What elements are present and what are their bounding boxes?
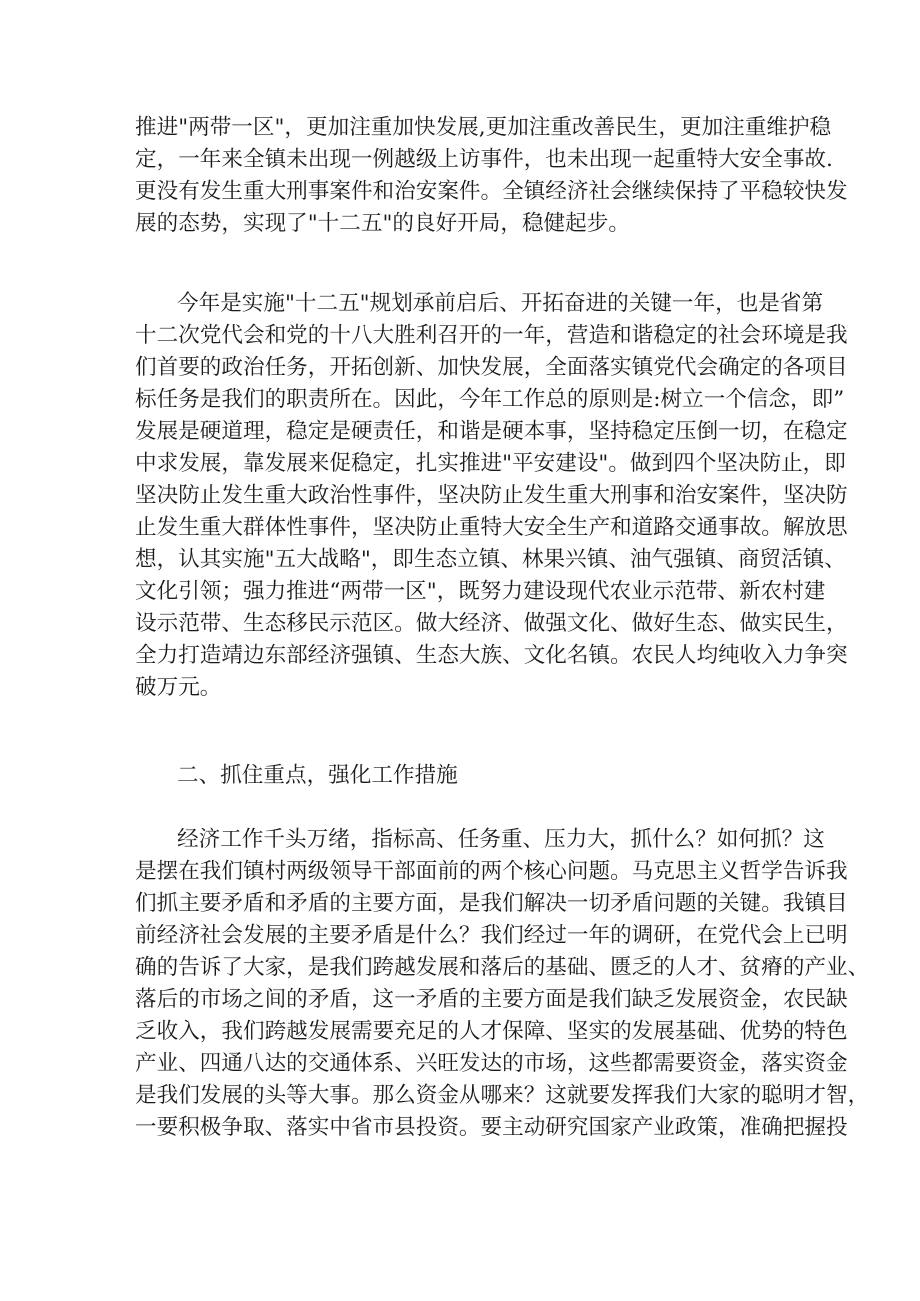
paragraph-2 <box>135 288 848 704</box>
paragraph-line: 中求发展，靠发展来促稳定，扎实推进"平安建设"。做到四个坚决防止，即 <box>135 451 846 476</box>
paragraph-line: 推进"两带一区"，更加注重加快发展,更加注重改善民生，更加注重维护稳 <box>135 115 832 140</box>
paragraph-line: 确的告诉了大家，是我们跨越发展和落后的基础、匮乏的人才、贫瘠的产业、 <box>135 955 870 980</box>
paragraph-line: 发展是硬道理，稳定是硬责任，和谐是硬本事，坚持稳定压倒一切，在稳定 <box>135 419 848 444</box>
paragraph-1 <box>135 112 848 240</box>
paragraph-line: 是摆在我们镇村两级领导干部面前的两个核心问题。马克思主义哲学告诉我 <box>135 859 848 884</box>
paragraph-line: 全力打造靖边东部经济强镇、生态大族、文化名镇。农民人均纯收入力争突 <box>135 643 848 668</box>
paragraph-line: 今年是实施"十二五"规划承前启后、开拓奋进的关键一年，也是省第 <box>177 291 824 316</box>
paragraph-line: 前经济社会发展的主要矛盾是什么？我们经过一年的调研，在党代会上已明 <box>135 923 848 948</box>
paragraph-line: 产业、四通八达的交通体系、兴旺发达的市场，这些都需要资金，落实资金 <box>135 1051 848 1076</box>
paragraph-line: 经济工作千头万绪，指标高、任务重、压力大，抓什么？如何抓？这 <box>177 827 825 852</box>
paragraph-line: 展的态势，实现了"十二五"的良好开局，稳健起步。 <box>135 211 630 236</box>
section-heading-text: 二、抓住重点，强化工作措施 <box>177 763 458 788</box>
paragraph-line: 文化引领；强力推进“两带一区"，既努力建设现代农业示范带、新农村建 <box>135 579 826 604</box>
paragraph-line: 止发生重大群体性事件，坚决防止重特大安全生产和道路交通事故。解放思 <box>135 515 848 540</box>
paragraph-line: 定，一年来全镇未出现一例越级上访事件，也未出现一起重特大安全事故. <box>135 147 833 172</box>
paragraph-3 <box>135 824 870 1144</box>
paragraph-line: 坚决防止发生重大政治性事件，坚决防止发生重大刑事和治安案件，坚决防 <box>135 483 848 508</box>
paragraph-line: 一要积极争取、落实中省市县投资。要主动研究国家产业政策，准确把握投 <box>135 1115 848 1140</box>
paragraph-line: 想，认其实施"五大战略"，即生态立镇、林果兴镇、油气强镇、商贸活镇、 <box>135 547 846 572</box>
paragraph-line: 们抓主要矛盾和矛盾的主要方面，是我们解决一切矛盾问题的关键。我镇目 <box>135 891 848 916</box>
paragraph-line: 设示范带、生态移民示范区。做大经济、做强文化、做好生态、做实民生， <box>135 611 848 636</box>
paragraph-line: 破万元。 <box>135 675 222 700</box>
paragraph-line: 更没有发生重大刑事案件和治安案件。全镇经济社会继续保持了平稳较快发 <box>135 179 848 204</box>
paragraph-line: 落后的市场之间的矛盾，这一矛盾的主要方面是我们缺乏发展资金，农民缺 <box>135 987 848 1012</box>
paragraph-line: 标任务是我们的职责所在。因此，今年工作总的原则是:树立一个信念，即” <box>135 387 845 412</box>
paragraph-line: 十二次党代会和党的十八大胜利召开的一年，营造和谐稳定的社会环境是我 <box>135 323 848 348</box>
paragraph-line: 乏收入，我们跨越发展需要充足的人才保障、坚实的发展基础、优势的特色 <box>135 1019 848 1044</box>
paragraph-line: 是我们发展的头等大事。那么资金从哪来？这就要发挥我们大家的聪明才智， <box>135 1083 870 1108</box>
section-heading <box>135 760 795 792</box>
paragraph-line: 们首要的政治任务，开拓创新、加快发展，全面落实镇党代会确定的各项目 <box>135 355 848 380</box>
